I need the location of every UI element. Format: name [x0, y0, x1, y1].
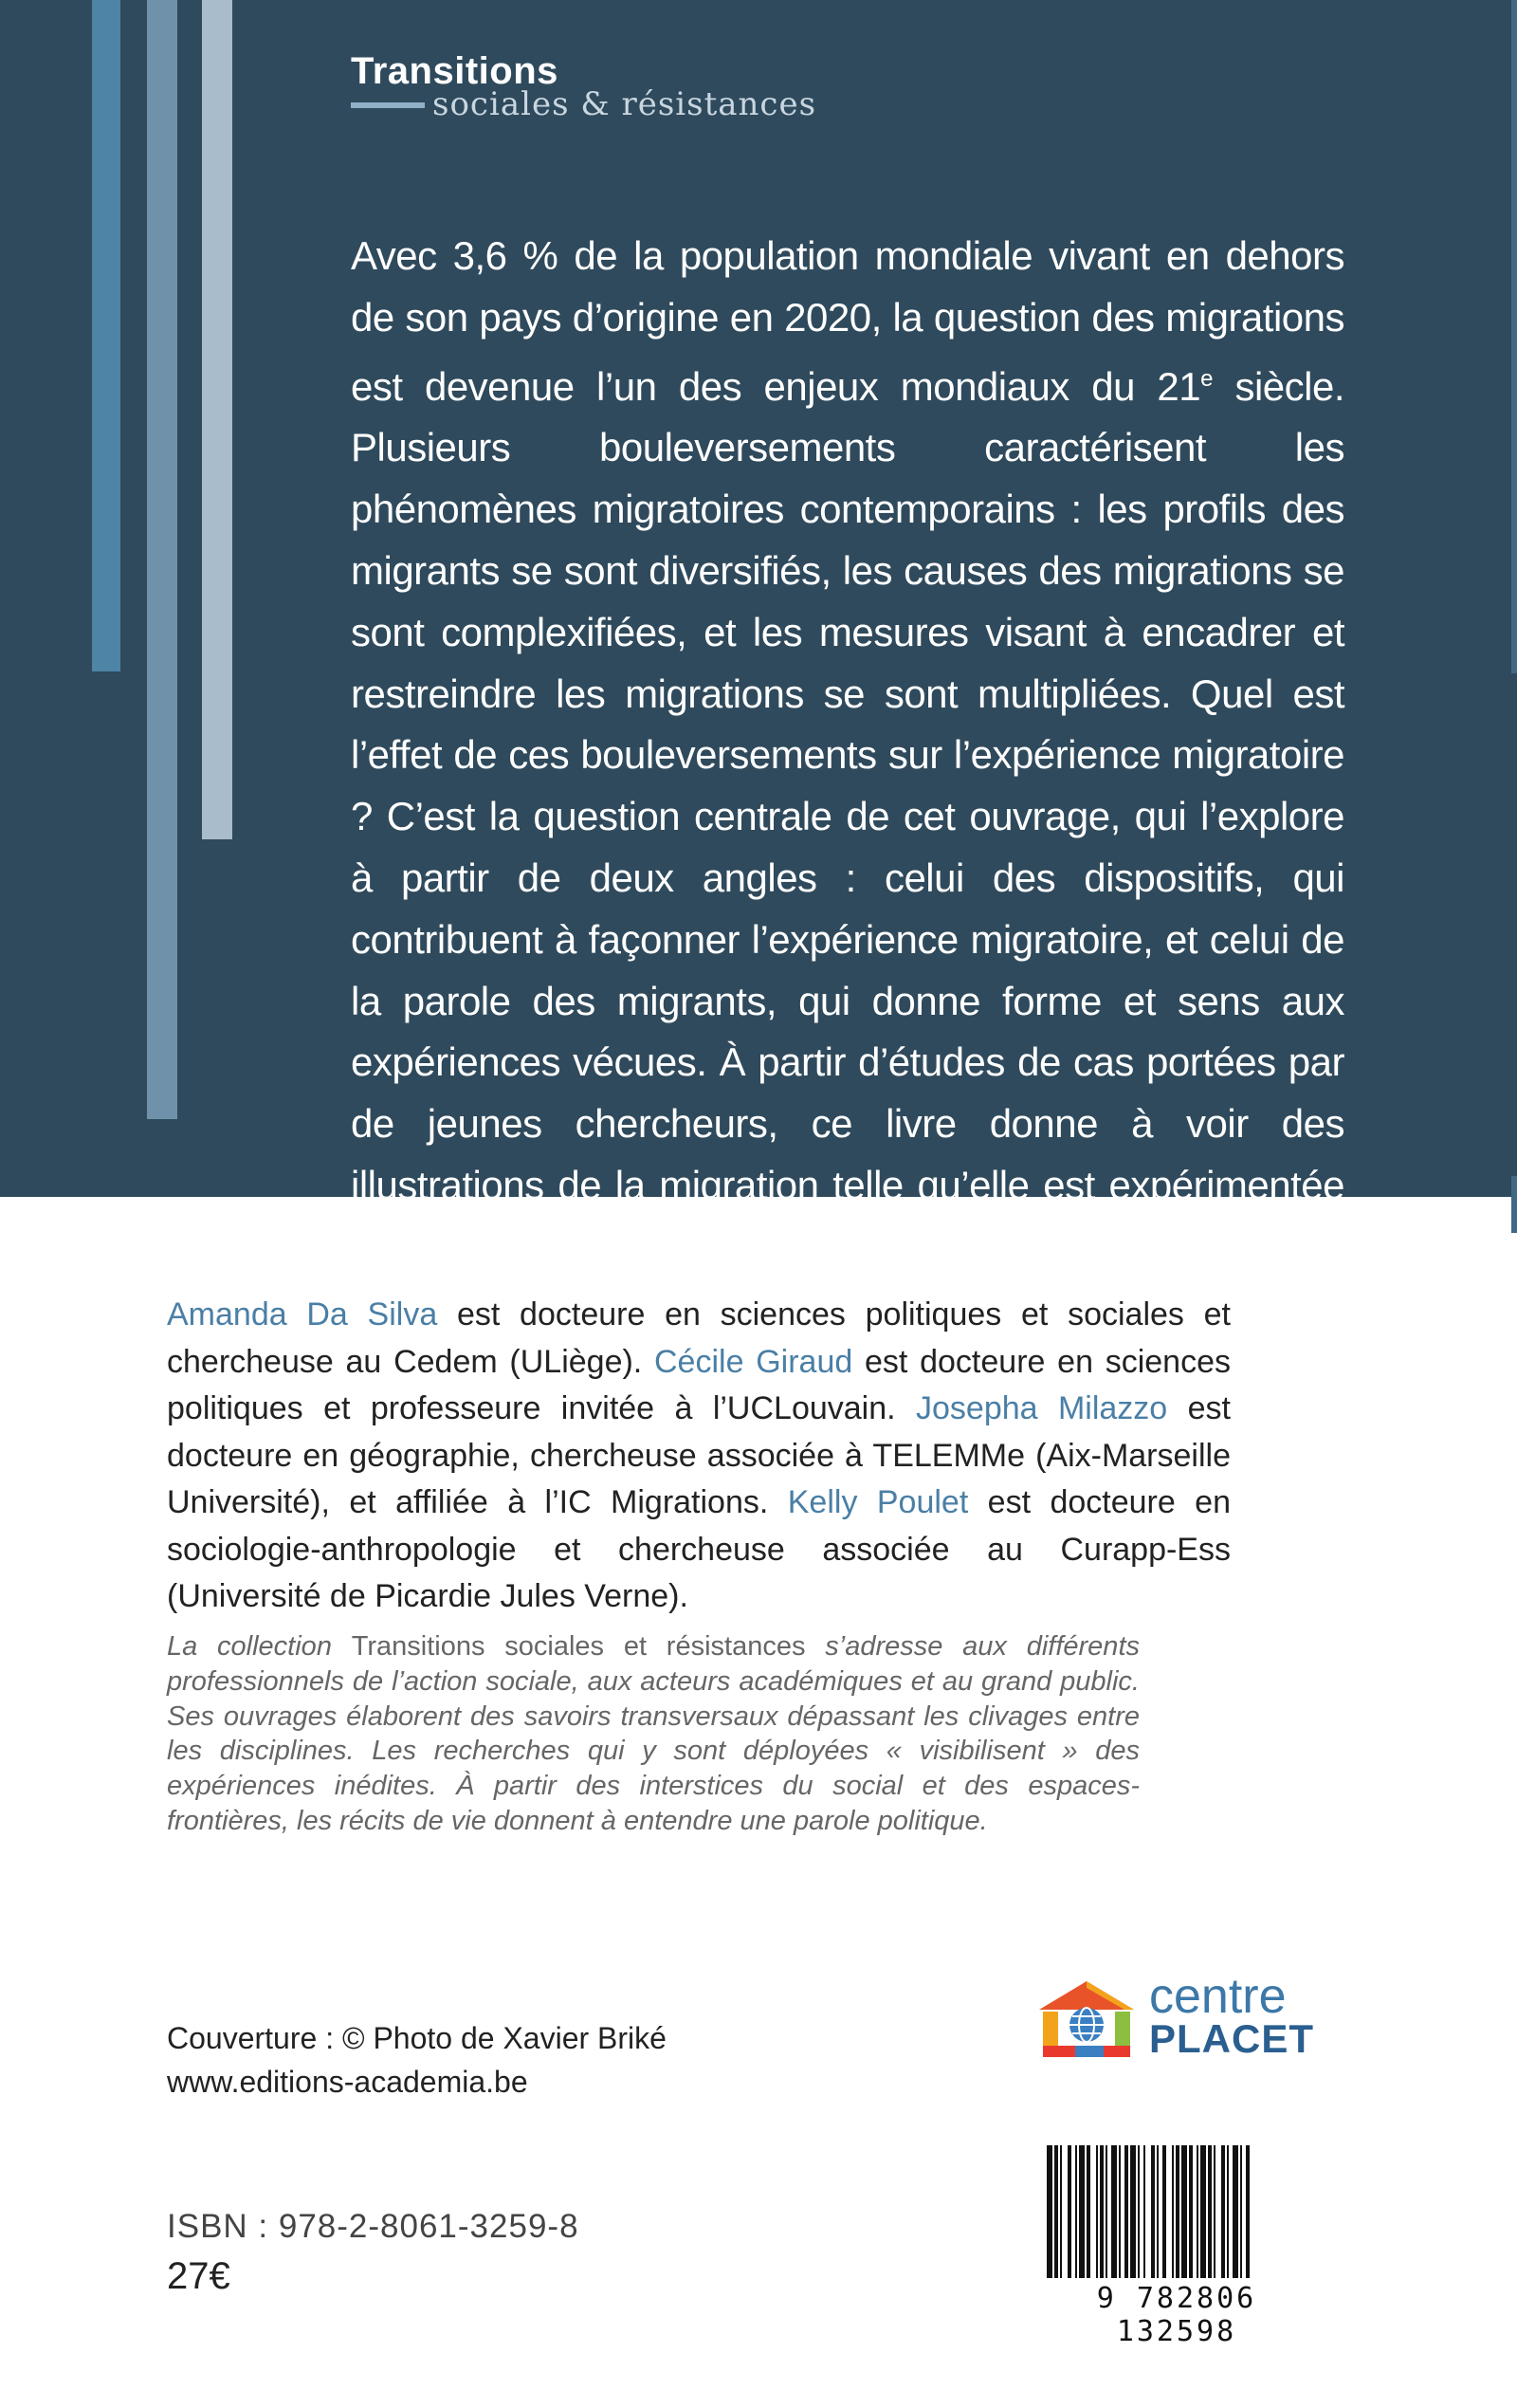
- logo-word: centre: [1149, 1969, 1287, 2024]
- edge-strip: [1511, 0, 1517, 673]
- cover-credit: Couverture : © Photo de Xavier Briké: [167, 2021, 667, 2055]
- series-underline: [351, 102, 425, 108]
- credits: [167, 2016, 667, 2104]
- back-cover-blurb: [351, 226, 1344, 1278]
- decorative-bar: [202, 0, 232, 839]
- series-title-block: [351, 49, 817, 123]
- collection-description: La collection Transitions sociales et résistances s’adresse aux différents professionnels de l’action sociale, aux acteurs académiques et au grand public. Ses ouvrages élaborent des savoirs transversaux dépassant les clivages entre les disciplines. Les recherches qui y sont déployées « visibilisent » des expériences inédites. À partir des interstices du social et des espaces-frontières, les récits de vie donnent à entendre une parole politique.: [167, 1631, 1140, 1836]
- series-subtitle: sociales & résistances: [432, 85, 817, 123]
- barcode: [1039, 2145, 1314, 2348]
- barcode-icon: [1039, 2145, 1314, 2278]
- decorative-bar: [147, 0, 177, 1119]
- blurb-paragraph: Avec 3,6 % de la population mondiale vivant en dehors de son pays d’origine en 2020, la question des migrations est devenue l’un des enjeux mondiaux du 21e siècle. Plusieurs bouleversements caractérisent les phénomènes migratoires contemporains : les profils des migrants se sont diversifiés, les causes des migrations se sont complexifiées, et les mesures visant à encadrer et restreindre les migrations se sont multipliées. Quel est l’effet de ces bouleversements sur l’expérience migratoire ? C’est la question centrale de cet ouvrage, qui l’explore à partir de deux angles : celui des dispositifs, qui contribuent à façonner l’expérience migratoire, et celui de la parole des migrants, qui donne forme et sens aux expériences vécues. À partir d’études de cas portées par de jeunes chercheurs, ce livre donne à voir des illustrations de la migration telle qu’elle est expérimentée et vécue dans la contemporanéité.: [351, 233, 1345, 1269]
- barcode-number: 9 782806 132598: [1096, 2282, 1257, 2348]
- series-title: Transitions: [351, 50, 558, 92]
- house-globe-icon: [1033, 1976, 1140, 2061]
- author-name: Josepha Milazzo: [916, 1390, 1168, 1426]
- decorative-bar: [92, 0, 120, 671]
- isbn: ISBN : 978-2-8061-3259-8: [167, 2208, 579, 2245]
- publisher-website: www.editions-academia.be: [167, 2065, 528, 2099]
- author-name: Amanda Da Silva: [167, 1296, 438, 1333]
- author-bios: Amanda Da Silva est docteure en sciences politiques et sociales et chercheuse au Cedem (ULiège). Cécile Giraud est docteure en sciences politiques et professeure invitée à l’UCLouvain. Josepha Milazzo est docteure en géographie, chercheuse associée à TELEMMe (Aix-Marseille Université), et affiliée à l’IC Migrations. Kelly Poulet est docteure en sociologie-anthropologie et chercheuse associée au Curapp-Ess (Université de Picardie Jules Verne).: [167, 1296, 1232, 1614]
- author-name: Cécile Giraud: [654, 1343, 853, 1380]
- author-name: Kelly Poulet: [787, 1484, 969, 1520]
- edge-strip: [1511, 1176, 1517, 1233]
- price: 27€: [167, 2255, 230, 2297]
- logo-bold-word: PLACET: [1149, 2016, 1314, 2061]
- centre-placet-logo: [1033, 1968, 1327, 2063]
